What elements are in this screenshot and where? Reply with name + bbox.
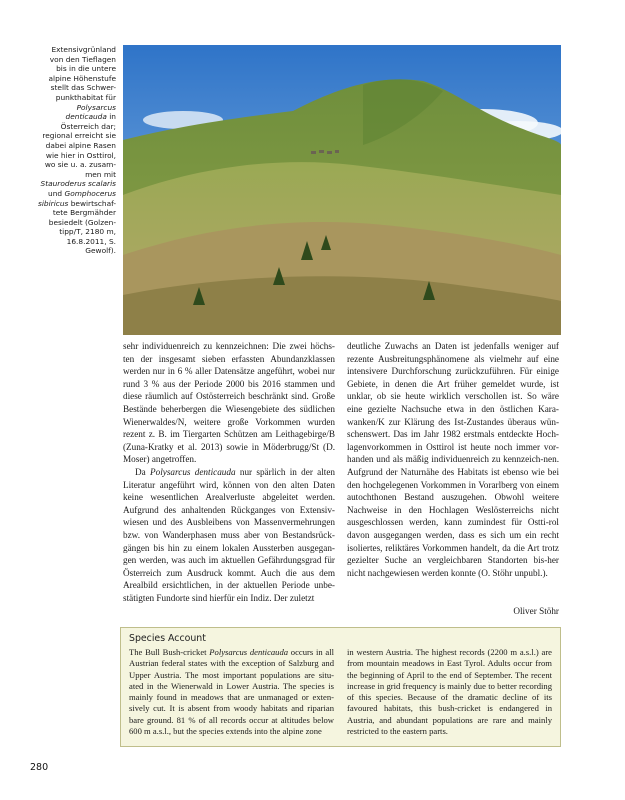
caption-species: Stauroderus scalaris (40, 179, 116, 189)
caption-text: und (48, 188, 65, 198)
caption-species: Polysarcus denticauda (65, 102, 116, 122)
paragraph (129, 647, 334, 737)
paragraph: in western Austria. The highest records (2200 m a.s.l.) are from mountain meadows in East Tyrol. Adults occur from the beginning of April to the end of September. The recent increase in grid frequency is mainly due to better recording of this species. Because of the dramatic decline of its favoured habitats, this bush-cricket is endangered in Austria, and abundant populations are rare and mainly restricted to the eastern parts. (347, 647, 552, 737)
text-column-left (123, 340, 335, 604)
species-account-left (129, 647, 334, 737)
paragraph: sehr individuenreich zu kennzeichnen: Die zwei höchs-ten der insgesamt sieben erfassten Abundanzklassen werden nur in 6 % aller Datensätze angeführt, wobei nur rund 3 % aus der Periode 2000 bis 2016 stammen und diese räumlich auf Ostösterreich beschränkt sind. Große Bestände beherbergen die Wiesengebiete des südlichen Wienerwaldes/N, weitere große Vorkommen wurden rezent z. B. im Tiergarten Schützen am Leithagebirge/B (Zuna-Kratky et al. 2013) sowie in Möderbrugg/St (D. Moser) angetroffen. (123, 341, 335, 465)
photo-caption (38, 45, 116, 256)
alpine-meadow-image (123, 45, 561, 335)
species-name: Polysarcus denticauda (150, 466, 236, 477)
paragraph-text: Da (135, 466, 150, 477)
author-name: Oliver Stöhr (513, 606, 559, 616)
caption-text: in Österreich dar; regional erreicht sie dabei alpine Rasen wie hier in Osttirol, wo sie u. a. zusam-men mit (42, 112, 116, 179)
paragraph (123, 466, 335, 605)
paragraph-text: The Bull Bush-cricket (129, 647, 210, 657)
species-account-title: Species Account (129, 633, 206, 644)
page-number: 280 (30, 762, 49, 773)
caption-text: bewirtschaf-tete Bergmähder besiedelt (Golzen-tipp/T, 2180 m, 16.8.2011, S. Gewolf). (48, 198, 116, 256)
species-name: Polysarcus denticauda (209, 647, 289, 657)
caption-text: Extensivgrünland von den Tieflagen bis in die untere alpine Höhenstufe stellt das Schwer-punkthabitat für (48, 45, 116, 102)
paragraph-text: nur spärlich in der alten Literatur angeführt wird, können von den alten Daten keine wesentlichen Arealverluste abgeleitet werden. Aufgrund des anhaltenden Rückganges von Extensiv-wiesen und des Ausbleibens von Massenvermehrungen bzw. von Wanderphasen muss aber von Bestandsrück-gängen bis hin zu einem lokalen Aussterben ausgegan-gen werden, was auch im aktuellen Gefährdungsgrad für Österreich zum Ausdruck kommt. Auch die aus dem Arealbild ersichtlichen, in der aktuellen Periode unbe-stätigten Fundorte sind hierfür ein Indiz. Der zuletzt (123, 466, 336, 603)
caption-species: Gomphocerus sibiricus (38, 188, 116, 208)
paragraph: deutliche Zuwachs an Daten ist jedenfalls weniger auf rezente Ausbreitungsphänomene als vielmehr auf eine intensivere Durchforschung zurückzuführen. Für einige Gebiete, in denen die Art früher gemeldet wurde, ist unklar, ob sie heute wirklich verschollen ist. So wäre eine gezielte Nachsuche etwa in den östlichen Kara-wanken/K zur Klärung des Ist-Zustandes überaus wün-schenswert. Das im Jahr 1982 erstmals entdeckte Hoch-lagenvorkommen in Osttirol ist heute noch immer vor-handen und als mäßig individuenreich zu kennzeich-nen. Aufgrund der Naturnähe des Habitats ist ebenso wie bei den hochgelegenen Vorkommen in Vorarlberg von einem autochthonen Bestand auszugehen. Obwohl weitere Nachweise in den Hochlagen Weslösterreichs nicht ausgeschlossen werden, kann zumindest für Ostti-rol davon ausgegangen werden, dass es sich um ein recht isoliertes, reliktäres Vorkommen handelt, da die Art trotz gezielter Suche an vergleichbaren Standorten bis-her nicht nachgewiesen werden konnte (O. Stöhr unpubl.). (347, 341, 559, 578)
species-account-right (347, 647, 552, 737)
text-column-right (347, 340, 559, 579)
habitat-photo (123, 45, 561, 335)
paragraph-text: occurs in all Austrian federal states with the exception of Salzburg and Upper Austria. The most important populations are situ-ated in the Wienerwald in Lower Austria. The species is mainly found in meadows that are unmanaged or exten-sively cut. It is absent from woody habitats and riparian bare ground. 81 % of all records occur at altitudes below 600 m a.s.l., but the species extends into the alpine zone (129, 647, 334, 737)
species-account-box (120, 627, 561, 747)
